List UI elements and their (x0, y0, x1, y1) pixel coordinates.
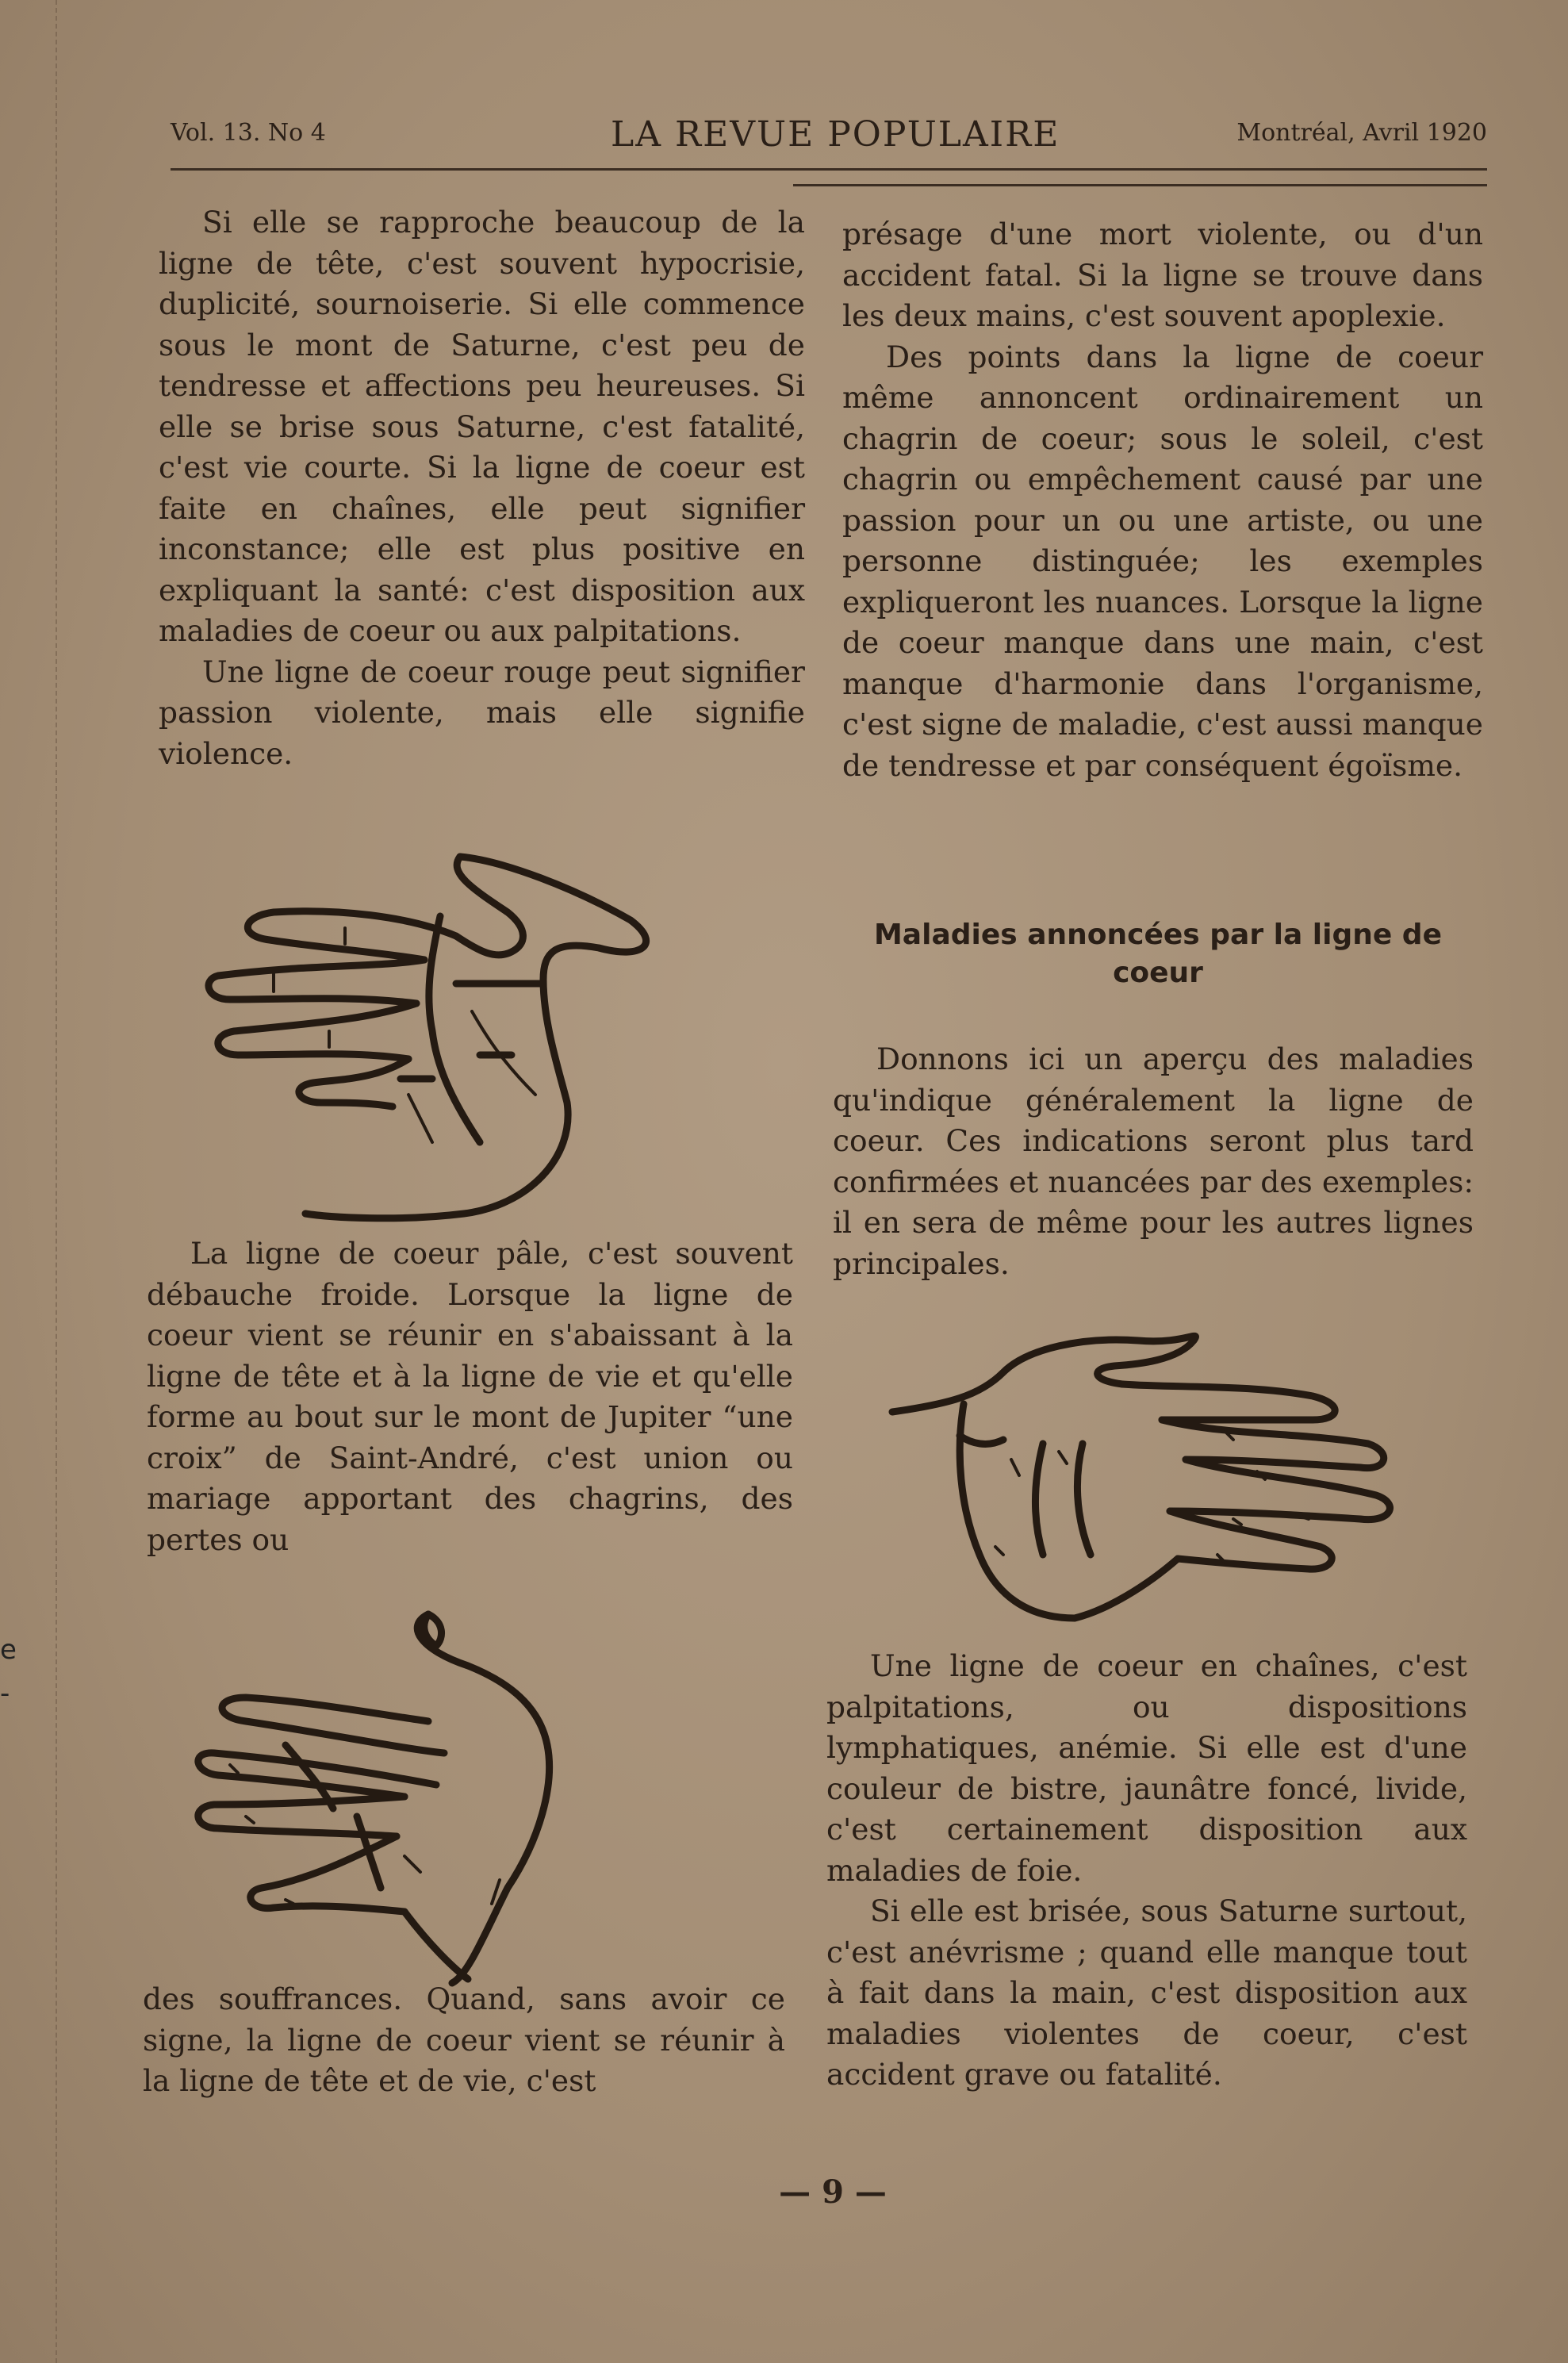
right-column-block-1 (842, 214, 1483, 786)
page-number: — 9 — (779, 2173, 887, 2211)
paragraph: Si elle est brisée, sous Saturne surtout, c'est anévrisme ; quand elle manque tout à fait dans la main, c'est disposition aux maladies violentes de coeur, c'est accident grave ou fatalité. (826, 1893, 1467, 2092)
issue-date: Montréal, Avril 1920 (1236, 119, 1487, 147)
paragraph: La ligne de coeur pâle, c'est souvent débauche froide. Lorsque la ligne de coeur vient se réunir en s'abaissant à la ligne de tête et à la ligne de vie et qu'elle forme au bout sur le mont de Jupiter “une croix” de Saint-André, c'est union ou mariage apportant des chagrins, des pertes ou (147, 1236, 793, 1557)
paragraph: Des points dans la ligne de coeur même annoncent ordinairement un chagrin de coeur; sous le soleil, c'est chagrin ou empêchement causé par une passion pour un ou une artiste, ou une personne distinguée; les exemples expliqueront les nuances. Lorsque la ligne de coeur manque dans une main, c'est manque d'harmonie dans l'organisme, c'est signe de maladie, c'est aussi manque de tendresse et par conséquent égoïsme. (842, 339, 1483, 783)
header-rule-secondary (793, 184, 1487, 186)
left-column-block-3 (143, 1979, 785, 2102)
right-column-block-3 (826, 1646, 1467, 2096)
volume-label: Vol. 13. No 4 (171, 119, 326, 147)
page-header (171, 114, 1487, 167)
hand-drawing-icon (194, 841, 781, 1229)
right-column-block-2 (833, 1039, 1474, 1284)
left-column-block-2 (147, 1233, 793, 1560)
margin-mark: e (0, 1634, 17, 1666)
section-heading: Maladies annoncées par la ligne de coeur (873, 919, 1442, 989)
binding-edge (56, 0, 71, 2363)
publication-title: LA REVUE POPULAIRE (611, 114, 1060, 155)
paragraph: des souffrances. Quand, sans avoir ce signe, la ligne de coeur vient se réunir à la ligne de tête et de vie, c'est (143, 1981, 785, 2098)
paragraph: Une ligne de coeur rouge peut signifier passion violente, mais elle signifie violence. (159, 654, 805, 771)
hand-drawing-icon (167, 1602, 738, 1991)
header-rule (171, 168, 1487, 171)
paragraph: Une ligne de coeur en chaînes, c'est palpitations, ou dispositions lymphatiques, anémie. Si elle est d'une couleur de bistre, jaunâtre foncé, livide, c'est certainement disposition aux maladies de foie. (826, 1648, 1467, 1888)
paragraph: Si elle se rapproche beaucoup de la ligne de tête, c'est souvent hypocrisie, duplicité, sournoiserie. Si elle commence sous le mont de Saturne, c'est peu de tendresse et affections peu heureuses. Si elle se brise sous Saturne, c'est fatalité, c'est vie courte. Si la ligne de coeur est faite en chaînes, elle peut signifier inconstance; elle est plus positive en expliquant la santé: c'est disposition aux maladies de coeur ou aux palpitations. (159, 205, 805, 648)
left-column-block-1 (159, 202, 805, 774)
margin-mark: - (0, 1678, 10, 1709)
paragraph: présage d'une mort violente, ou d'un accident fatal. Si la ligne se trouve dans les deux mains, c'est souvent apoplexie. (842, 217, 1483, 333)
paragraph: Donnons ici un aperçu des maladies qu'indique généralement la ligne de coeur. Ces indications seront plus tard confirmées et nuancées par des exemples: il en sera de même pour les autres lignes principales. (833, 1041, 1474, 1281)
hand-drawing-icon (884, 1317, 1424, 1626)
